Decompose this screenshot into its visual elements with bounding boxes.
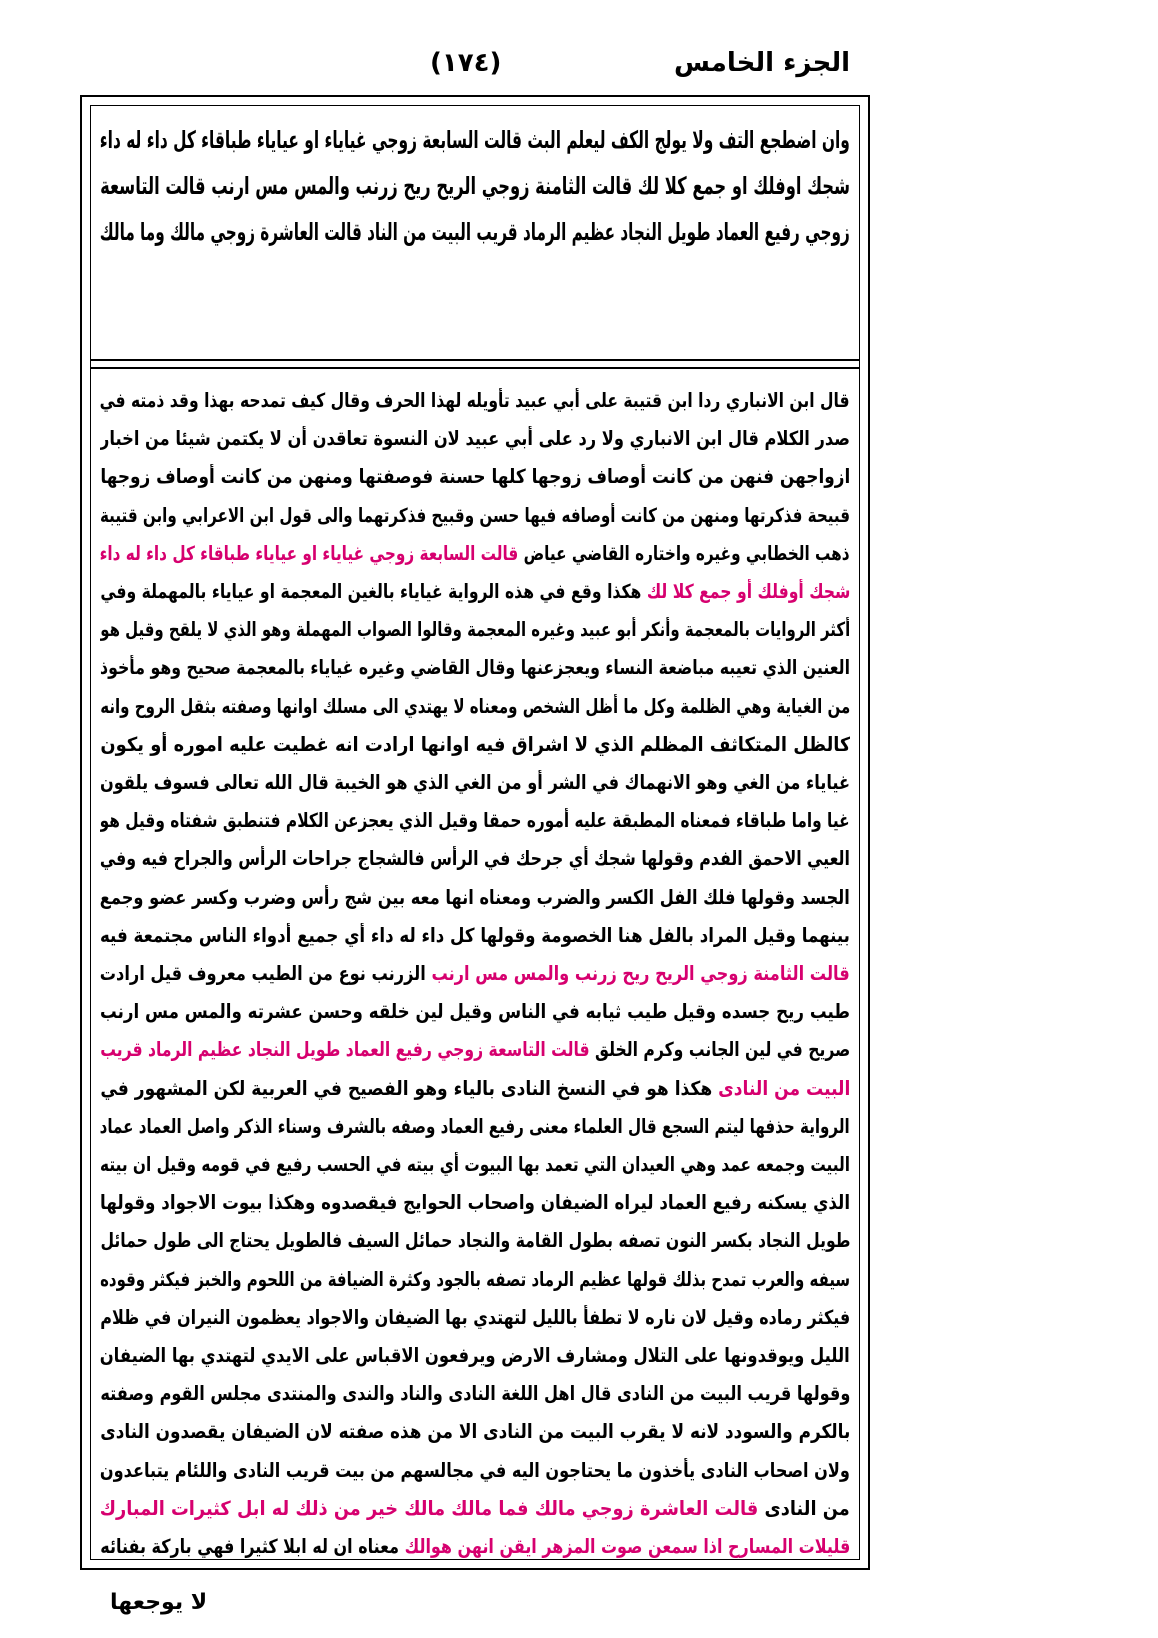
commentary-text: قال ابن الانباري ردا ابن قتيبة على أبي عبيد تأويله لهذا الحرف وقال كيف تمدحه بهذا وقد ذمته في — [100, 389, 850, 412]
commentary-line — [100, 1261, 850, 1299]
commentary-line — [100, 497, 850, 535]
commentary-line — [100, 1375, 850, 1413]
page-number: (١٧٤) — [430, 48, 502, 78]
commentary-line — [100, 1222, 850, 1260]
commentary-text: وقولها قريب البيت من النادى قال اهل اللغة النادى والناد والندى والمنتدى مجلس القوم وصفته — [100, 1382, 850, 1406]
commentary-text: بينهما وقيل المراد بالفل هنا الخصومة وقولها كل داء له داء أي جميع أدواء الناس مجتمعة فيه — [100, 923, 850, 947]
matn-line: وان اضطجع التف ولا يولج الكف ليعلم البث قالت السابعة زوجي غياياء او عياياء طباقاء كل داء له داء — [100, 126, 850, 154]
commentary-text: صريح في لين الجانب وكرم الخلق — [589, 1038, 850, 1062]
quoted-hadith-text: قالت التاسعة زوجي رفيع العماد طويل النجاد عظيم الرماد قريب — [100, 1038, 590, 1062]
commentary-line — [100, 1031, 850, 1069]
commentary-line — [100, 611, 850, 649]
quoted-hadith-text: قالت العاشرة زوجي مالك فما مالك مالك خير من ذلك له ابل كثيرات المبارك — [100, 1496, 759, 1520]
commentary-line — [100, 573, 850, 611]
commentary-line — [100, 420, 850, 458]
catchword: لا يوجعها — [110, 1590, 208, 1615]
commentary-line — [100, 1490, 850, 1528]
divider-line — [90, 367, 860, 369]
commentary-text: من النادى — [758, 1496, 850, 1520]
commentary-text: غياياء من الغي وهو الانهماك في الشر أو من الغي الذي هو الخيبة قال الله تعالى فسوف يلقون — [100, 771, 850, 795]
commentary-text: ولان اصحاب النادى يأخذون ما يحتاجون اليه في مجالسهم من بيت قريب النادى واللئام يتباعدون — [100, 1458, 850, 1482]
commentary-line — [100, 726, 850, 764]
commentary-text: فيكثر رماده وقيل لان ناره لا تطفأ بالليل لتهتدي بها الضيفان والاجواد يعظمون النيران في ظلام — [100, 1305, 850, 1329]
commentary-line — [100, 1070, 850, 1108]
commentary-line — [100, 879, 850, 917]
commentary-text: الجسد وقولها فلك الفل الكسر والضرب ومعناه انها معه بين شج رأس وضرب وكسر عضو وجمع — [100, 885, 850, 909]
commentary-line — [100, 1452, 850, 1490]
quoted-hadith-text: قالت الثامنة زوجي الريح ريح زرنب والمس مس ارنب — [431, 962, 850, 986]
commentary-text: هكذا وقع في هذه الرواية غياياء بالغين المعجمة او عياياء بالمهملة وفي — [100, 580, 647, 604]
commentary-text: البيت وجمعه عمد وهي العيدان التي تعمد بها البيوت أي بيته في الحسب رفيع في قومه وقيل ان بيته — [100, 1153, 850, 1177]
commentary-text: الزرنب نوع من الطيب معروف قيل ارادت — [100, 962, 432, 986]
commentary-line — [100, 1528, 850, 1566]
commentary-text: أكثر الروايات بالمعجمة وأنكر أبو عبيد وغيره المعجمة وقالوا الصواب المهملة وهو الذي لا يلقح وقيل هو — [100, 618, 850, 642]
commentary-line — [100, 382, 850, 420]
matn-line: شجك اوفلك او جمع كلا لك قالت الثامنة زوجي الريح ريح زرنب والمس مس ارنب قالت التاسعة — [100, 172, 850, 200]
commentary-text: كالظل المتكاثف المظلم الذي لا اشراق فيه اوانها ارادت انه غطيت عليه اموره أو يكون — [100, 732, 850, 756]
commentary-text: سيفه والعرب تمدح بذلك قولها عظيم الرماد تصفه بالجود وكثرة الضيافة من اللحوم والخبز فيكثر وقوده — [100, 1267, 850, 1291]
commentary-text: هكذا هو في النسخ النادى بالياء وهو الفصيح في العربية لكن المشهور في — [100, 1076, 718, 1100]
commentary-line — [100, 764, 850, 802]
commentary-text: الليل ويوقدونها على التلال ومشارف الارض ويرفعون الاقباس على الايدي لتهتدي بها الضيفان — [100, 1344, 850, 1368]
matn-text-block — [100, 117, 850, 347]
commentary-line — [100, 688, 850, 726]
commentary-text: من الغياية وهي الظلمة وكل ما أظل الشخص ومعناه لا يهتدي الى مسلك اوانها وصفته بثقل الروح وانه — [100, 694, 850, 718]
commentary-line — [100, 458, 850, 496]
page-frame — [80, 95, 870, 1570]
commentary-text: قبيحة فذكرتها ومنهن من كانت أوصافه فيها حسن وقبيح فذكرتهما والى قول ابن الاعرابي وابن قتيبة — [100, 503, 850, 527]
commentary-line — [100, 955, 850, 993]
commentary-text: الرواية حذفها ليتم السجع قال العلماء معنى رفيع العماد وصفه بالشرف وسناء الذكر واصل العماد عماد — [100, 1114, 850, 1138]
quoted-hadith-text: قليلات المسارح اذا سمعن صوت المزهر ايقن انهن هوالك — [404, 1535, 850, 1559]
commentary-line — [100, 1413, 850, 1451]
quoted-hadith-text: البيت من النادى — [717, 1076, 850, 1100]
quoted-hadith-text: قالت السابعة زوجي غياياء او عياياء طباقاء كل داء له داء — [100, 541, 519, 565]
commentary-text: بالكرم والسودد لانه لا يقرب البيت من النادى الا من هذه صفته لان الضيفان يقصدون النادى — [100, 1420, 850, 1444]
divider-line — [90, 359, 860, 361]
part-label: الجزء الخامس — [674, 48, 850, 78]
commentary-text: الذي يسكنه رفيع العماد ليراه الضيفان واصحاب الحوايج فيقصدوه وهكذا بيوت الاجواد وقولها — [100, 1191, 850, 1215]
commentary-line — [100, 917, 850, 955]
commentary-line — [100, 1299, 850, 1337]
commentary-line — [100, 802, 850, 840]
commentary-line — [100, 649, 850, 687]
matn-line: زوجي رفيع العماد طويل النجاد عظيم الرماد قريب البيت من الناد قالت العاشرة زوجي مالك وما مالك — [100, 218, 850, 246]
commentary-line — [100, 993, 850, 1031]
quoted-hadith-text: شجك أوفلك أو جمع كلا لك — [646, 580, 850, 604]
commentary-text: غيا واما طباقاء فمعناه المطبقة عليه أموره حمقا وقيل الذي يعجزعن الكلام فتنطبق شفتاه وقيل هو — [100, 809, 850, 833]
commentary-text: العيي الاحمق الفدم وقولها شجك أي جرحك في الرأس فالشجاج جراحات الرأس والجراح فيه وفي — [100, 847, 850, 871]
commentary-text: طيب ريح جسده وقيل طيب ثيابه في الناس وقيل لين خلقه وحسن عشرته والمس مس ارنب — [100, 1000, 850, 1024]
commentary-line — [100, 535, 850, 573]
commentary-text: ذهب الخطابي وغيره واختاره القاضي عياض — [518, 541, 850, 565]
commentary-line — [100, 1184, 850, 1222]
commentary-line — [100, 1146, 850, 1184]
commentary-text: معناه ان له ابلا كثيرا فهي باركة بفنائه — [100, 1535, 405, 1559]
commentary-text: صدر الكلام قال ابن الانباري ولا رد على أبي عبيد لان النسوة تعاقدن أن لا يكتمن شيئا من اخبار — [100, 427, 850, 451]
commentary-text: طويل النجاد بكسر النون تصفه بطول القامة والنجاد حمائل السيف فالطويل يحتاج الى طول حمائل — [100, 1229, 850, 1253]
commentary-line — [100, 1337, 850, 1375]
commentary-line — [100, 840, 850, 878]
commentary-text: العنين الذي تعيبه مباضعة النساء ويعجزعنها وقال القاضي وغيره غياياء بالمعجمة صحيح وهو مأخوذ — [100, 656, 850, 680]
commentary-text-block — [100, 382, 850, 1566]
commentary-line — [100, 1108, 850, 1146]
page-header — [80, 44, 870, 92]
commentary-text: ازواجهن فنهن من كانت أوصاف زوجها كلها حسنة فوصفتها ومنهن من كانت أوصاف زوجها — [100, 465, 850, 489]
